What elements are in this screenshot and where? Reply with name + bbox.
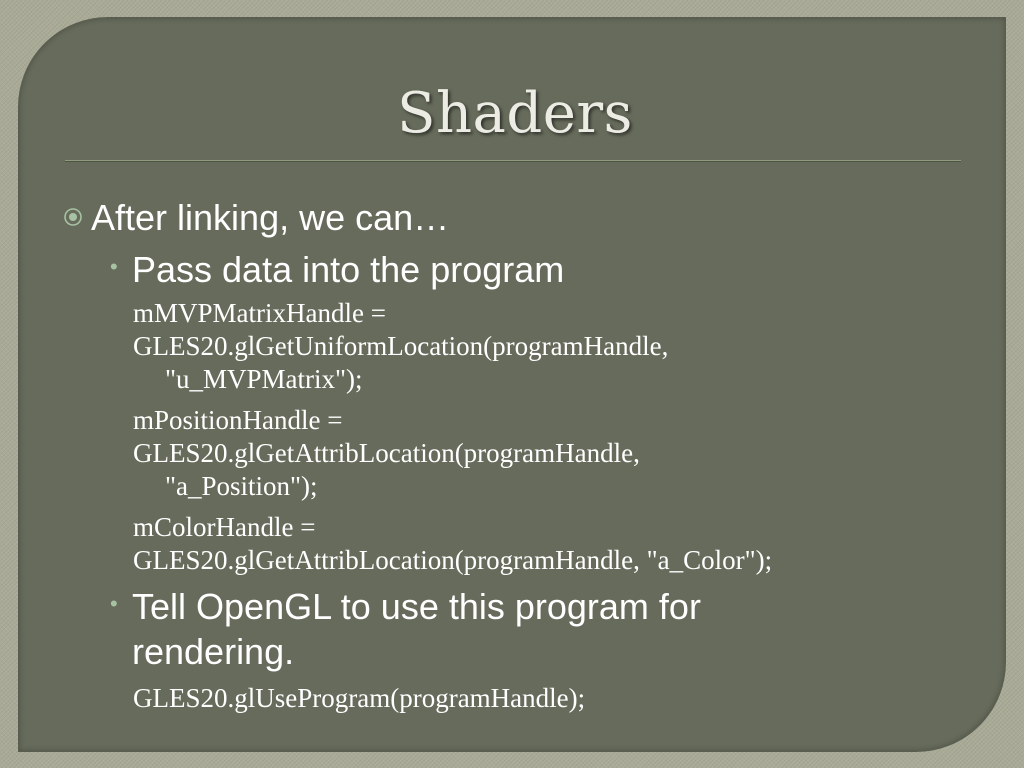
title-divider	[65, 160, 961, 161]
bullet-level2-text: Tell OpenGL to use this program for rendering.	[132, 586, 701, 672]
code-line: GLES20.glUseProgram(programHandle);	[133, 683, 586, 713]
bullet-level1	[63, 198, 449, 238]
code-block-mvp	[133, 297, 668, 396]
code-block-color	[133, 511, 772, 577]
code-line: GLES20.glGetUniformLocation(programHandle,	[133, 331, 669, 361]
code-line: "u_MVPMatrix");	[165, 364, 363, 394]
bullet-level2-text: Pass data into the program	[132, 249, 565, 290]
code-block-use-program	[133, 682, 585, 715]
bullet-level2-use-program	[110, 584, 852, 674]
code-block-position	[133, 404, 640, 503]
dot-bullet-icon: •	[110, 591, 118, 616]
code-line: mPositionHandle =	[133, 405, 343, 435]
code-line: "a_Position");	[165, 471, 318, 501]
code-line: GLES20.glGetAttribLocation(programHandle, "a_Color");	[133, 545, 773, 575]
code-line: GLES20.glGetAttribLocation(programHandle,	[133, 438, 640, 468]
slide-title: Shaders	[397, 81, 633, 146]
circled-dot-icon	[63, 198, 91, 238]
bullet-level1-text: After linking, we can…	[91, 197, 450, 238]
code-line: mMVPMatrixHandle =	[133, 298, 386, 328]
bullet-level2-pass-data	[110, 247, 852, 292]
code-line: mColorHandle =	[133, 512, 316, 542]
dot-bullet-icon: •	[110, 254, 118, 279]
